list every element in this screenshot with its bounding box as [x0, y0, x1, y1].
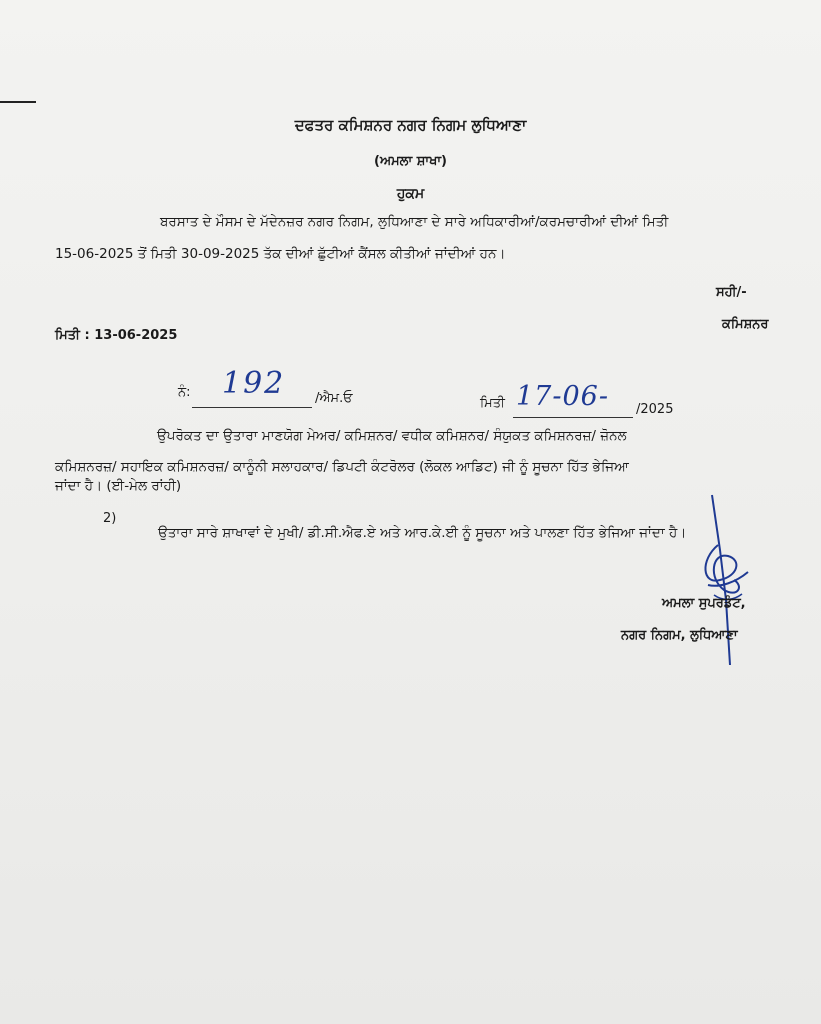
endorsement-date-underline: [513, 417, 633, 418]
endorsement-date-label: ਮਿਤੀ: [480, 396, 505, 411]
order-text-line2: 15-06-2025 ਤੋਂ ਮਿਤੀ 30-09-2025 ਤੱਕ ਦੀਆਂ ਛੁੱਟੀਆਂ ਕੈਂਸਲ ਕੀਤੀਆਂ ਜਾਂਦੀਆਂ ਹਨ।: [55, 246, 506, 262]
endorsement-date-handwritten: 17-06-: [516, 381, 609, 412]
commissioner-title: ਕਮਿਸ਼ਨਰ: [722, 317, 769, 332]
endorsement-no-underline: [192, 407, 312, 408]
signed-mark: ਸਹੀ/-: [716, 285, 747, 300]
signatory-office: ਨਗਰ ਨਿਗਮ, ਲੁਧਿਆਣਾ: [621, 628, 738, 643]
office-title: ਦਫਤਰ ਕਮਿਸ਼ਨਰ ਨਗਰ ਨਿਗਮ ਲੁਧਿਆਣਾ: [294, 116, 527, 134]
branch-name: (ਅਮਲਾ ਸ਼ਾਖਾ): [374, 154, 447, 169]
endorsement-para2-number: 2): [103, 511, 117, 526]
endorsement-para1-line1: ਉਪਰੋਕਤ ਦਾ ਉਤਾਰਾ ਮਾਣਯੋਗ ਮੇਅਰ/ ਕਮਿਸ਼ਨਰ/ ਵਧੀਕ ਕਮਿਸ਼ਨਰ/ ਸੰਯੁਕਤ ਕਮਿਸ਼ਨਰਜ਼/ ਜ਼ੋਨਲ: [157, 428, 627, 444]
handwritten-signature: [690, 490, 760, 670]
order-date: ਮਿਤੀ : 13-06-2025: [55, 328, 178, 343]
endorsement-para2-text: ਉਤਾਰਾ ਸਾਰੇ ਸ਼ਾਖਾਵਾਂ ਦੇ ਮੁਖੀ/ ਡੀ.ਸੀ.ਐਫ.ਏ ਅਤੇ ਆਰ.ਕੇ.ਈ ਨੂੰ ਸੂਚਨਾ ਅਤੇ ਪਾਲਣਾ ਹਿੱਤ ਭੇਜਿਆ ਜਾਂਦਾ ਹੈ।: [158, 525, 687, 541]
order-heading: ਹੁਕਮ: [396, 186, 425, 202]
order-text-line1: ਬਰਸਾਤ ਦੇ ਮੌਸਮ ਦੇ ਮੱਦੇਨਜ਼ਰ ਨਗਰ ਨਿਗਮ, ਲੁਧਿਆਣਾ ਦੇ ਸਾਰੇ ਅਧਿਕਾਰੀਆਂ/ਕਰਮਚਾਰੀਆਂ ਦੀਆਂ ਮਿਤੀ: [160, 214, 669, 230]
signatory-title: ਅਮਲਾ ਸੁਪਰਡੰਟ,: [662, 596, 746, 611]
endorsement-para1-line2: ਕਮਿਸ਼ਨਰਜ਼/ ਸਹਾਇਕ ਕਮਿਸ਼ਨਰਜ਼/ ਕਾਨੂੰਨੀ ਸਲਾਹਕਾਰ/ ਡਿਪਟੀ ਕੰਟਰੋਲਰ (ਲੋਕਲ ਆਡਿਟ) ਜੀ ਨੂੰ ਸੂਚਨਾ ਹਿੱਤ ਭੇਜਿਆ: [55, 459, 629, 475]
endorsement-no-suffix: /ਐਮ.ਓ: [315, 391, 353, 406]
endorsement-date-year: /2025: [636, 402, 674, 417]
endorsement-para1-line3: ਜਾਂਦਾ ਹੈ। (ਈ-ਮੇਲ ਰਾਂਹੀ): [55, 478, 182, 494]
margin-mark: [0, 101, 36, 103]
endorsement-no-handwritten: 192: [222, 366, 286, 401]
endorsement-no-label: ਨੰ:: [178, 385, 191, 400]
